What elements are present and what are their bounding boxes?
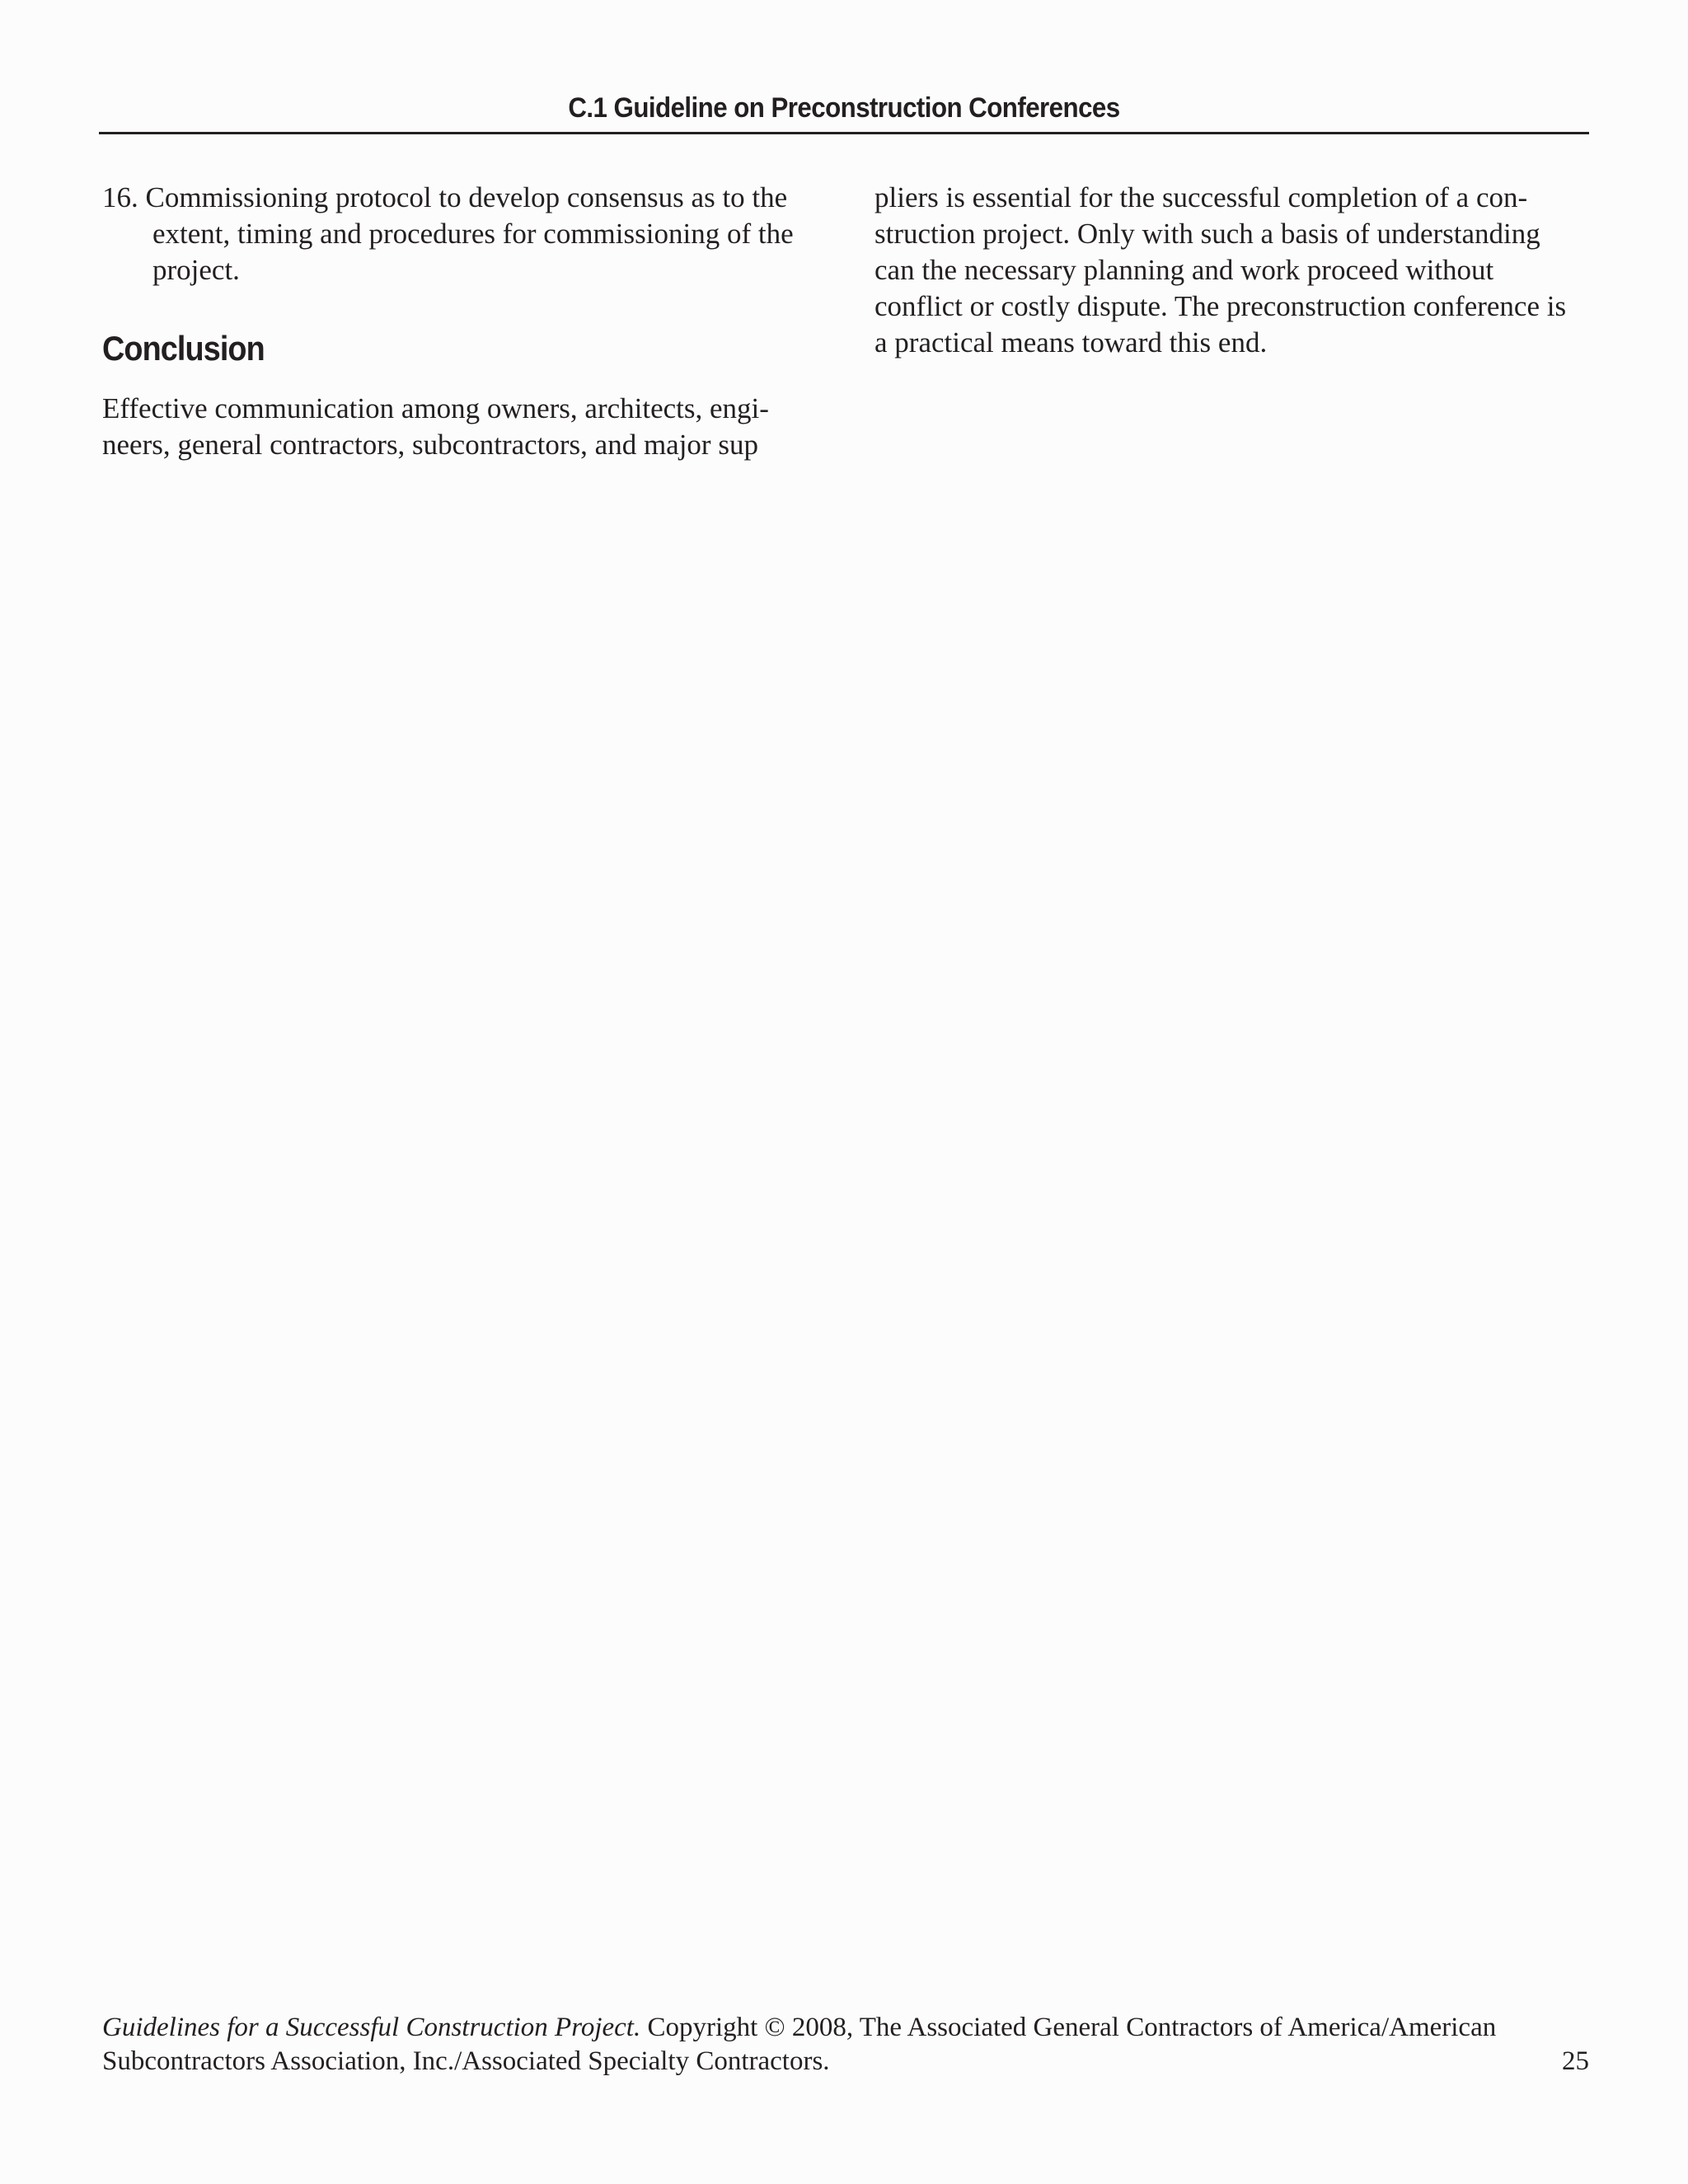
header-rule [99,132,1589,134]
section-heading-conclusion: Conclusion [102,329,265,368]
page-footer [102,2011,1589,2079]
right-column [874,180,1583,361]
conclusion-paragraph-part1: Effective communication among owners, architects, engineers, general contractors, subcontractors, and major sup [102,392,769,461]
footer-copyright-line1: Copyright © 2008, The Associated General Contractors of America/American [640,2013,1497,2042]
left-column [102,180,811,463]
page-number: 25 [1562,2046,1589,2076]
footer-line-1 [102,2011,1589,2045]
conclusion-paragraph-part2: pliers is essential for the successful completion of a construction project. Only with such a basis of understanding can the necessary planning and work proceed without conflict or costly dispute. The preconstruction conference is a practical means toward this end. [874,181,1567,359]
footer-book-title: Guidelines for a Successful Construction Project. [102,2013,641,2042]
running-header-title: C.1 Guideline on Preconstruction Conferences [568,92,1120,124]
list-item-16: 16. Commissioning protocol to develop consensus as to the extent, timing and procedures for commissioning of the project. [102,181,794,286]
footer-copyright-line2: Subcontractors Association, Inc./Associated Specialty Contractors. [102,2046,830,2076]
